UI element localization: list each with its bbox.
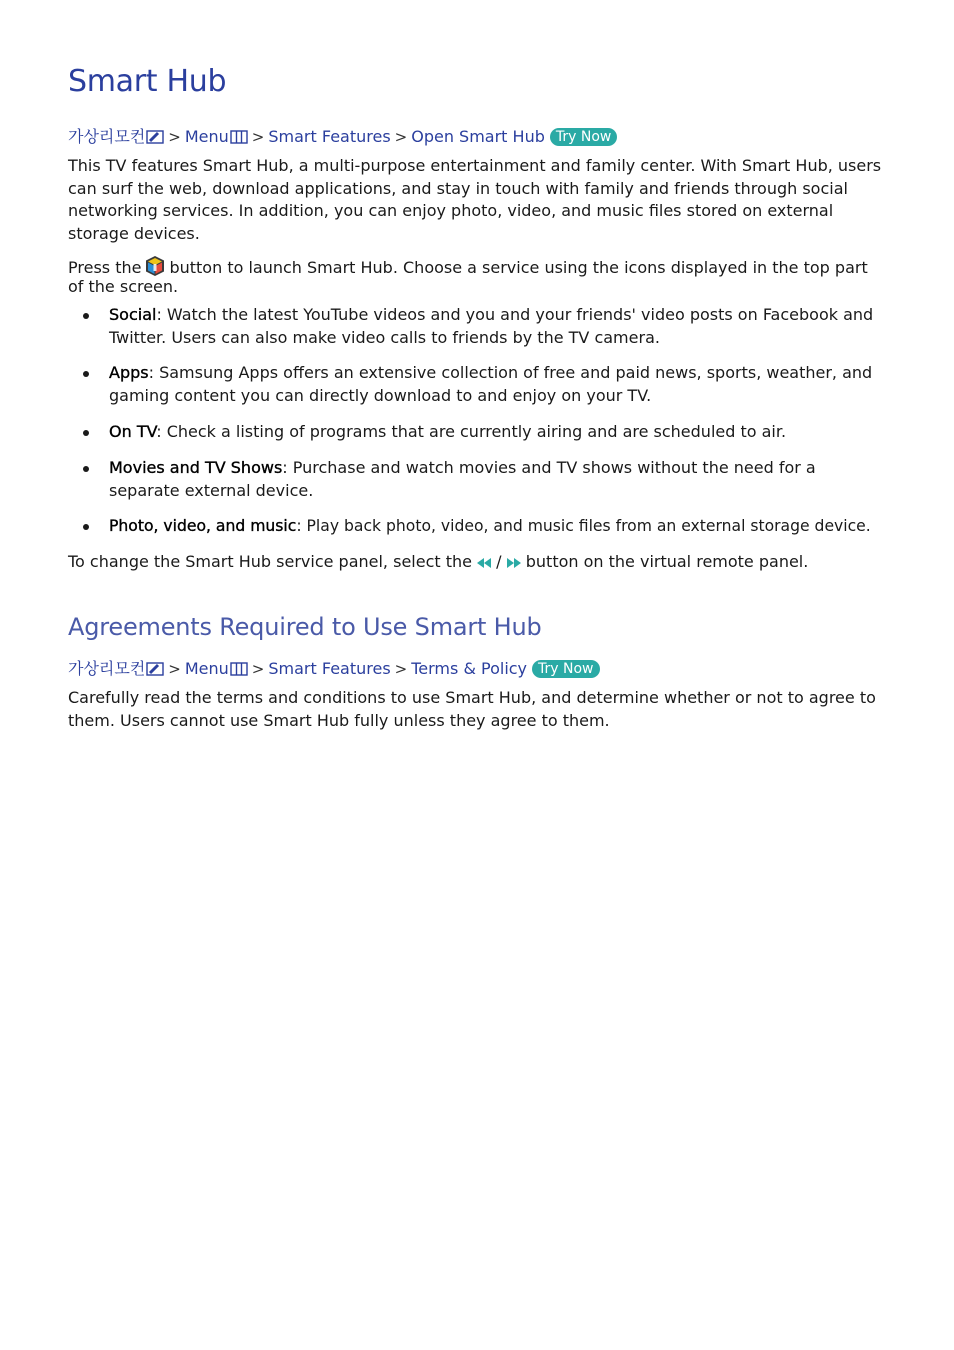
change-text-after: button on the virtual remote panel. xyxy=(525,552,809,571)
bullet-term: Photo, video, and music xyxy=(109,517,297,535)
breadcrumb xyxy=(68,126,617,148)
chevron-right-icon: > xyxy=(168,128,181,146)
bullet-dot xyxy=(83,371,89,377)
smart-hub-button-icon xyxy=(144,255,166,277)
bullet-text: : Play back photo, video, and music files from an external storage device. xyxy=(296,517,871,535)
bullet-dot xyxy=(83,466,89,472)
chevron-right-icon: > xyxy=(251,660,265,678)
bullet-term: On TV xyxy=(109,422,157,441)
try-now-button[interactable]: Try Now xyxy=(550,128,617,146)
change-panel-paragraph xyxy=(68,551,888,574)
bullet-text: : Watch the latest YouTube videos and you and your friends' video posts on Facebook and Twitter. Users can also make video calls to friends by the TV camera. xyxy=(109,305,874,347)
bullet-dot xyxy=(83,430,89,436)
bullet-dot xyxy=(83,313,89,319)
chevron-right-icon: > xyxy=(394,128,408,146)
list-item xyxy=(68,515,888,538)
breadcrumb xyxy=(68,658,600,680)
list-item xyxy=(68,362,888,407)
bullet-term: Movies and TV Shows xyxy=(109,458,283,477)
chevron-right-icon: > xyxy=(168,660,181,678)
try-now-button[interactable]: Try Now xyxy=(532,660,599,678)
fast-forward-icon xyxy=(507,558,521,568)
bullet-term: Apps xyxy=(109,363,149,382)
press-paragraph xyxy=(68,255,888,296)
press-text-before: Press the xyxy=(68,258,142,277)
press-text-after: button to launch Smart Hub. Choose a service using the icons displayed in the top part of the screen. xyxy=(68,258,868,296)
breadcrumb-menu[interactable]: Menu xyxy=(184,127,229,146)
chevron-right-icon: > xyxy=(394,660,408,678)
rewind-icon xyxy=(477,558,491,568)
bullet-term: Social xyxy=(109,305,157,324)
list-item xyxy=(68,421,888,444)
remote-icon xyxy=(146,129,164,145)
breadcrumb-smart-features[interactable]: Smart Features xyxy=(268,127,391,146)
breadcrumb-menu[interactable]: Menu xyxy=(184,659,229,678)
bullet-text: : Purchase and watch movies and TV shows without the need for a separate external device. xyxy=(109,458,816,500)
page-title: Smart Hub xyxy=(68,64,227,99)
agreements-paragraph: Carefully read the terms and conditions to use Smart Hub, and determine whether or not to agree to them. Users cannot use Smart Hub fully unless they agree to them. xyxy=(68,688,876,730)
breadcrumb-smart-features[interactable]: Smart Features xyxy=(268,659,391,678)
breadcrumb-open-smart-hub[interactable]: Open Smart Hub xyxy=(411,127,545,146)
list-item xyxy=(68,457,888,502)
breadcrumb-terms-policy[interactable]: Terms & Policy xyxy=(411,659,528,678)
breadcrumb-root[interactable]: 가상리모컨 xyxy=(68,127,146,146)
change-slash: / xyxy=(496,552,502,571)
chevron-right-icon: > xyxy=(251,128,265,146)
section-title: Agreements Required to Use Smart Hub xyxy=(68,613,542,641)
bullet-text: : Samsung Apps offers an extensive collection of free and paid news, sports, weather, and gaming content you can directly download to and enjoy on your TV. xyxy=(109,363,873,405)
change-text-before: To change the Smart Hub service panel, select the xyxy=(68,552,472,571)
list-item xyxy=(68,304,888,349)
menu-icon xyxy=(230,662,248,676)
intro-paragraph: This TV features Smart Hub, a multi-purpose entertainment and family center. With Smart Hub, users can surf the web, download applications, and stay in touch with family and friends through social networking services. In addition, you can enjoy photo, video, and music files stored on external storage devices. xyxy=(68,156,882,244)
bullet-dot xyxy=(83,524,89,530)
bullet-text: : Check a listing of programs that are currently airing and are scheduled to air. xyxy=(156,422,787,441)
menu-icon xyxy=(230,130,248,144)
breadcrumb-root[interactable]: 가상리모컨 xyxy=(68,659,146,678)
remote-icon xyxy=(146,661,164,677)
